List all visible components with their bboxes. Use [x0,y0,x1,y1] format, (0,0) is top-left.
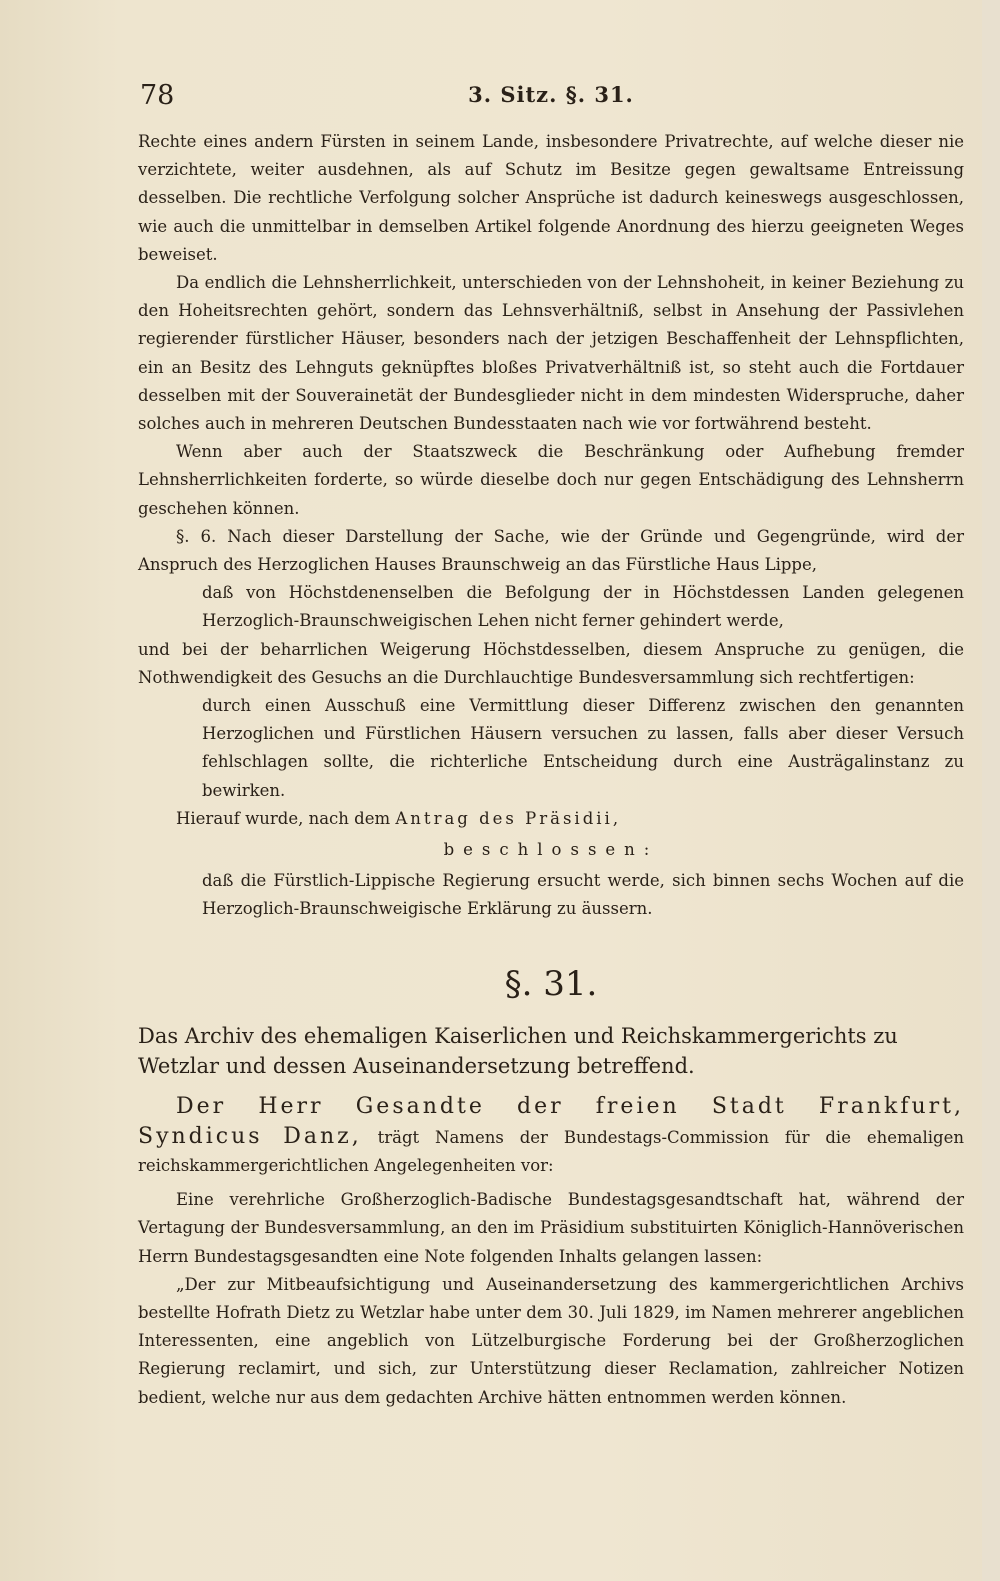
running-title: 3. Sitz. §. 31. [468,82,634,107]
paragraph-2: Da endlich die Lehnsherrlichkeit, unterschieden von der Lehnshoheit, in keiner Beziehung zu den Hoheitsrechten gehört, sondern das Lehnsverhältniß, selbst in Ansehung der Passivlehen regierender fürstlicher Häuser, besonders nach der jetzigen Beschaffenheit der Lehnspflichten, ein an Besitz des Lehnguts geknüpftes bloßes Privatverhältniß ist, so steht auch die Fortdauer desselben mit der Souverainetät der Bundesglieder nicht in dem mindesten Widerspruche, daher solches auch in mehreren Deutschen Bundesstaaten nach wie vor fortwährend besteht. [138,273,964,434]
section-description: Das Archiv des ehemaligen Kaiserlichen und Reichskammergerichts zu Wetzlar und dessen Auseinandersetzung betreffend. [138,1024,898,1079]
motion-lead: Hierauf wurde, nach dem [176,808,391,828]
claim-quote: daß von Höchstdenenselben die Befolgung der in Höchstdessen Landen gelegenen Herzoglich-Braunschweigischen Lehen nicht ferner gehindert werde, [202,583,964,631]
envoy-paragraph [138,1093,964,1180]
motion-source: Antrag des Präsidii, [395,808,622,828]
resolved-heading: beschlossen: [443,840,659,860]
motion-line [138,805,964,833]
page-body [138,128,964,1412]
envoy-rest: trägt Namens der Bundestags-Commission für die ehemaligen reichskammergerichtlichen Angelegenheiten vor: [138,1127,964,1175]
paragraph-3: Wenn aber auch der Staatszweck die Beschränkung oder Aufhebung fremder Lehnsherrlichkeiten forderte, so würde dieselbe doch nur gegen Entschädigung des Lehnsherrn geschehen können. [138,442,964,518]
resolution-text: daß die Fürstlich-Lippische Regierung ersucht werde, sich binnen sechs Wochen auf die Herzoglich-Braunschweigische Erklärung zu äussern. [202,871,964,919]
paragraph-1: Rechte eines andern Fürsten in seinem Lande, insbesondere Privatrechte, auf welche dieser nie verzichtete, weiter ausdehnen, als auf Schutz im Besitze gegen gewaltsame Entreissung desselben. Die rechtliche Verfolgung solcher Ansprüche ist dadurch keineswegs ausgeschlossen, wie auch die unmittelbar in demselben Artikel folgende Anordnung des hierzu geeigneten Weges beweiset. [138,132,964,264]
request-quote: durch einen Ausschuß eine Vermittlung dieser Differenz zwischen den genannten Herzoglichen und Fürstlichen Häusern versuchen zu lassen, falls aber dieser Versuch fehlschlagen sollte, die richterliche Entscheidung durch eine Austrägalinstanz zu bewirken. [202,696,964,800]
page-header [140,80,962,120]
paragraph-5: und bei der beharrlichen Weigerung Höchstdesselben, diesem Anspruche zu genügen, die Nothwendigkeit des Gesuchs an die Durchlauchtige Bundesversammlung sich rechtfertigen: [138,639,964,687]
note-paragraph-2: „Der zur Mitbeaufsichtigung und Auseinandersetzung des kammergerichtlichen Archivs bestellte Hofrath Dietz zu Wetzlar habe unter dem 30. Juli 1829, im Namen mehrerer angeblichen Interessenten, eine angeblich von Lützelburgische Forderung bei der Großherzoglichen Regierung reclamirt, und sich, zur Unterstützung dieser Reclamation, zahlreicher Notizen bedient, welche nur aus dem gedachten Archive hätten entnommen werden können. [138,1274,964,1407]
paragraph-4: §. 6. Nach dieser Darstellung der Sache, wie der Gründe und Gegengründe, wird der Anspruch des Herzoglichen Hauses Braunschweig an das Fürstliche Haus Lippe, [138,526,964,575]
page-number: 78 [140,80,175,111]
envoy-lead: Der Herr Gesandte der freien Stadt Frankfurt, Syndicus Danz, [138,1094,964,1149]
page-edge [982,0,1000,1581]
section-title: §. 31. [504,964,598,1005]
note-paragraph-1: Eine verehrliche Großherzoglich-Badische Bundestagsgesandtschaft hat, während der Vertagung der Bundesversammlung, an den im Präsidium substituirten Königlich-Hannöverischen Herrn Bundestagsgesandten eine Note folgenden Inhalts gelangen lassen: [138,1190,964,1266]
